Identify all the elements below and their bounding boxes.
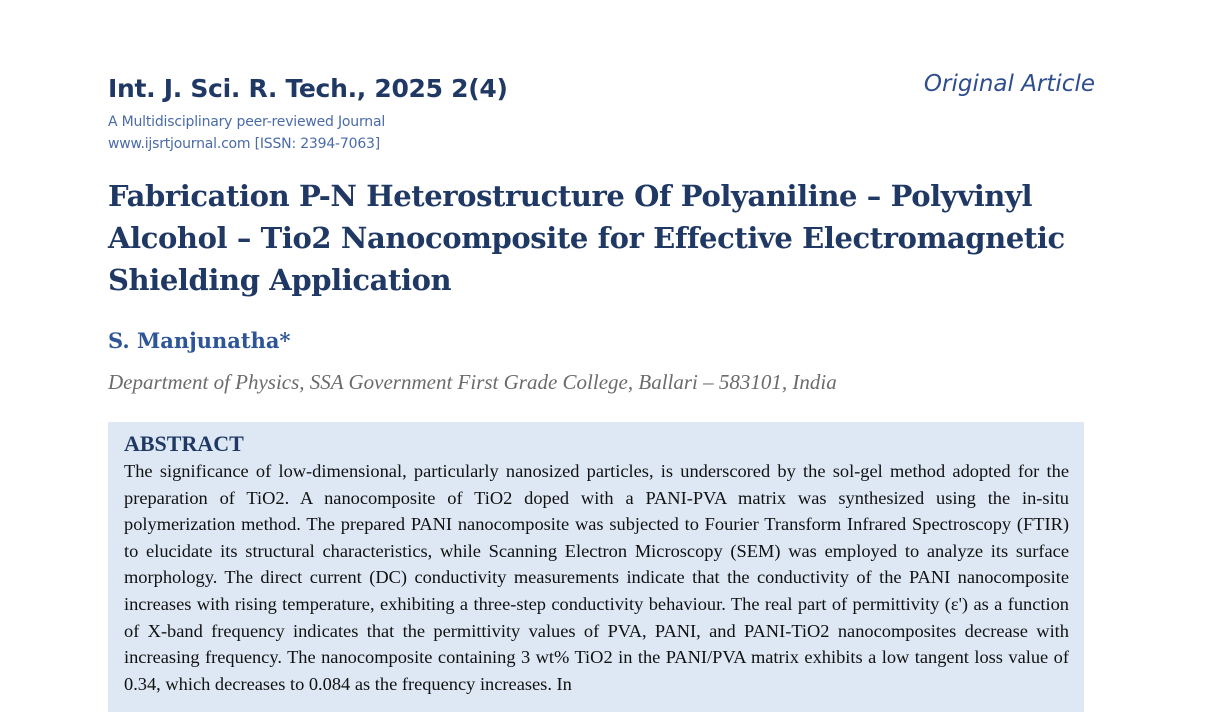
abstract-heading: ABSTRACT (124, 431, 244, 456)
author-affiliation: Department of Physics, SSA Government First Grade College, Ballari – 583101, India (108, 370, 837, 394)
author-name: S. Manjunatha* (108, 328, 291, 353)
abstract-text: The significance of low-dimensional, particularly nanosized particles, is underscored by the sol-gel method adopted for the preparation of TiO2. A nanocomposite of TiO2 doped with a PANI-PVA matrix was synthesized using the in-situ polymerization method. The prepared PANI nanocomposite was subjected to Fourier Transform Infrared Spectroscopy (FTIR) to elucidate its structural characteristics, while Scanning Electron Microscopy (SEM) was employed to analyze its surface morphology. The direct current (DC) conductivity measurements indicate that the conductivity of the PANI nanocomposite increases with rising temperature, exhibiting a three-step conductivity behaviour. The real part of permittivity (ε') as a function of X-band frequency indicates that the permittivity values of PVA, PANI, and PANI-TiO2 nanocomposites decrease with increasing frequency. The nanocomposite containing 3 wt% TiO2 in the PANI/PVA matrix exhibits a low tangent loss value of 0.34, which decreases to 0.084 as the frequency increases. In (124, 461, 1069, 694)
journal-title: Int. J. Sci. R. Tech., 2025 2(4) (108, 74, 508, 103)
journal-description: A Multidisciplinary peer-reviewed Journal (108, 114, 386, 130)
abstract-box (108, 422, 1084, 712)
journal-url-issn[interactable]: www.ijsrtjournal.com [ISSN: 2394-7063] (108, 136, 380, 152)
article-type-label: Original Article (923, 71, 1095, 97)
paper-title: Fabrication P-N Heterostructure Of Polyaniline – Polyvinyl Alcohol – Tio2 Nanocomposite for Effective Electromagnetic Shielding Application (108, 179, 1065, 297)
